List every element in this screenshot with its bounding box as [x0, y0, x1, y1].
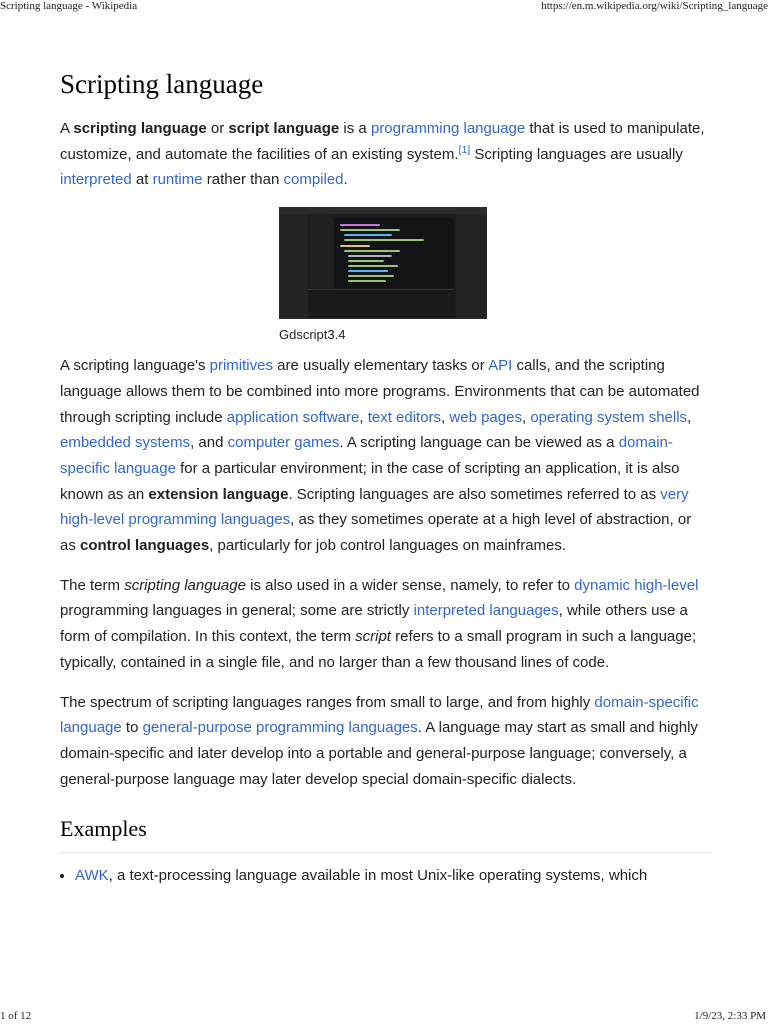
link-domain-specific-language[interactable]: domain-specific language [60, 434, 673, 477]
link-application-software[interactable]: application software [226, 408, 360, 426]
paragraph-primitives: A scripting language's primitives are usually elementary tasks or API calls, and the scripting language allows them to be combined into more programs. Environments that can be automated through scripting include application software, text editors, web pages, operating system shells, embedded systems, and computer games. A scripting language can be viewed as a domain-specific language for a particular environment; in the case of scripting an application, it is also known as an extension language. Scripting languages are also sometimes referred to as very high-level programming languages, as they sometimes operate at a high level of abstraction, or as control languages, particularly for job control languages on mainframes. [60, 357, 700, 555]
link-domain-specific-language-2[interactable]: domain-specific language [60, 693, 699, 737]
print-footer [0, 1008, 768, 1024]
term-scripting-language: scripting language [73, 120, 207, 137]
link-embedded-systems[interactable]: embedded systems [60, 434, 191, 452]
page-count: 1 of 12 [0, 1010, 32, 1022]
reference-1-link[interactable]: [1] [458, 143, 471, 156]
gdscript-editor-screenshot[interactable] [279, 207, 487, 319]
link-operating-system-shells[interactable]: operating system shells [530, 408, 688, 426]
link-general-purpose-languages[interactable]: general-purpose programming languages [142, 719, 418, 737]
link-runtime[interactable]: runtime [152, 171, 203, 189]
section-heading-examples[interactable]: Examples [60, 814, 710, 853]
examples-list [60, 863, 710, 888]
paragraph-spectrum: The spectrum of scripting languages ranges from small to large, and from highly domain-specific language to general-purpose programming languages. A language may start as small and highly domain-specific and later develop into a portable and general-purpose language; conversely, a general-purpose language may later develop special domain-specific dialects. [60, 693, 699, 788]
link-awk[interactable]: AWK [75, 867, 109, 885]
term-control-languages: control languages [80, 537, 210, 555]
term-script-language: script language [228, 120, 340, 137]
link-dynamic-high-level[interactable]: dynamic high-level [574, 576, 699, 594]
print-url: https://en.m.wikipedia.org/wiki/Scripting_language [541, 0, 768, 12]
link-interpreted[interactable]: interpreted [60, 171, 132, 189]
link-computer-games[interactable]: computer games [227, 434, 340, 452]
link-api[interactable]: API [488, 357, 513, 375]
term-italic-script: script [355, 628, 391, 646]
page-title: Scripting language [60, 69, 264, 99]
link-interpreted-languages[interactable]: interpreted languages [413, 602, 559, 620]
link-text-editors[interactable]: text editors [367, 408, 442, 426]
figure-caption: Gdscript3.4 [279, 327, 346, 343]
list-item: • AWK, a text-processing language available in most Unix-like operating systems, which [75, 863, 710, 888]
term-extension-language: extension language [148, 485, 289, 503]
link-primitives[interactable]: primitives [209, 357, 273, 375]
paragraph-term: The term scripting language is also used in a wider sense, namely, to refer to dynamic high-level programming languages in general; some are strictly interpreted languages, while others use a form of compilation. In this context, the term script refers to a small program in such a language; typically, contained in a single file, and no larger than a few thousand lines of code. [60, 576, 699, 671]
intro-paragraph: A scripting language or script language is a programming language that is used to manipulate, customize, and automate the facilities of an existing system.[1] Scripting languages are usually interpreted at runtime rather than compiled. [60, 120, 705, 189]
link-compiled[interactable]: compiled [283, 171, 344, 189]
link-very-high-level-languages[interactable]: very high-level programming languages [60, 485, 689, 529]
print-header [0, 0, 768, 14]
link-programming-language[interactable]: programming language [370, 120, 526, 137]
print-page-title: Scripting language - Wikipedia [0, 0, 138, 12]
article-content [60, 66, 710, 888]
figure-gdscript [279, 207, 487, 343]
term-italic-scripting-language: scripting language [124, 576, 246, 594]
print-timestamp: 1/9/23, 2:33 PM [694, 1010, 766, 1022]
link-web-pages[interactable]: web pages [449, 408, 522, 426]
